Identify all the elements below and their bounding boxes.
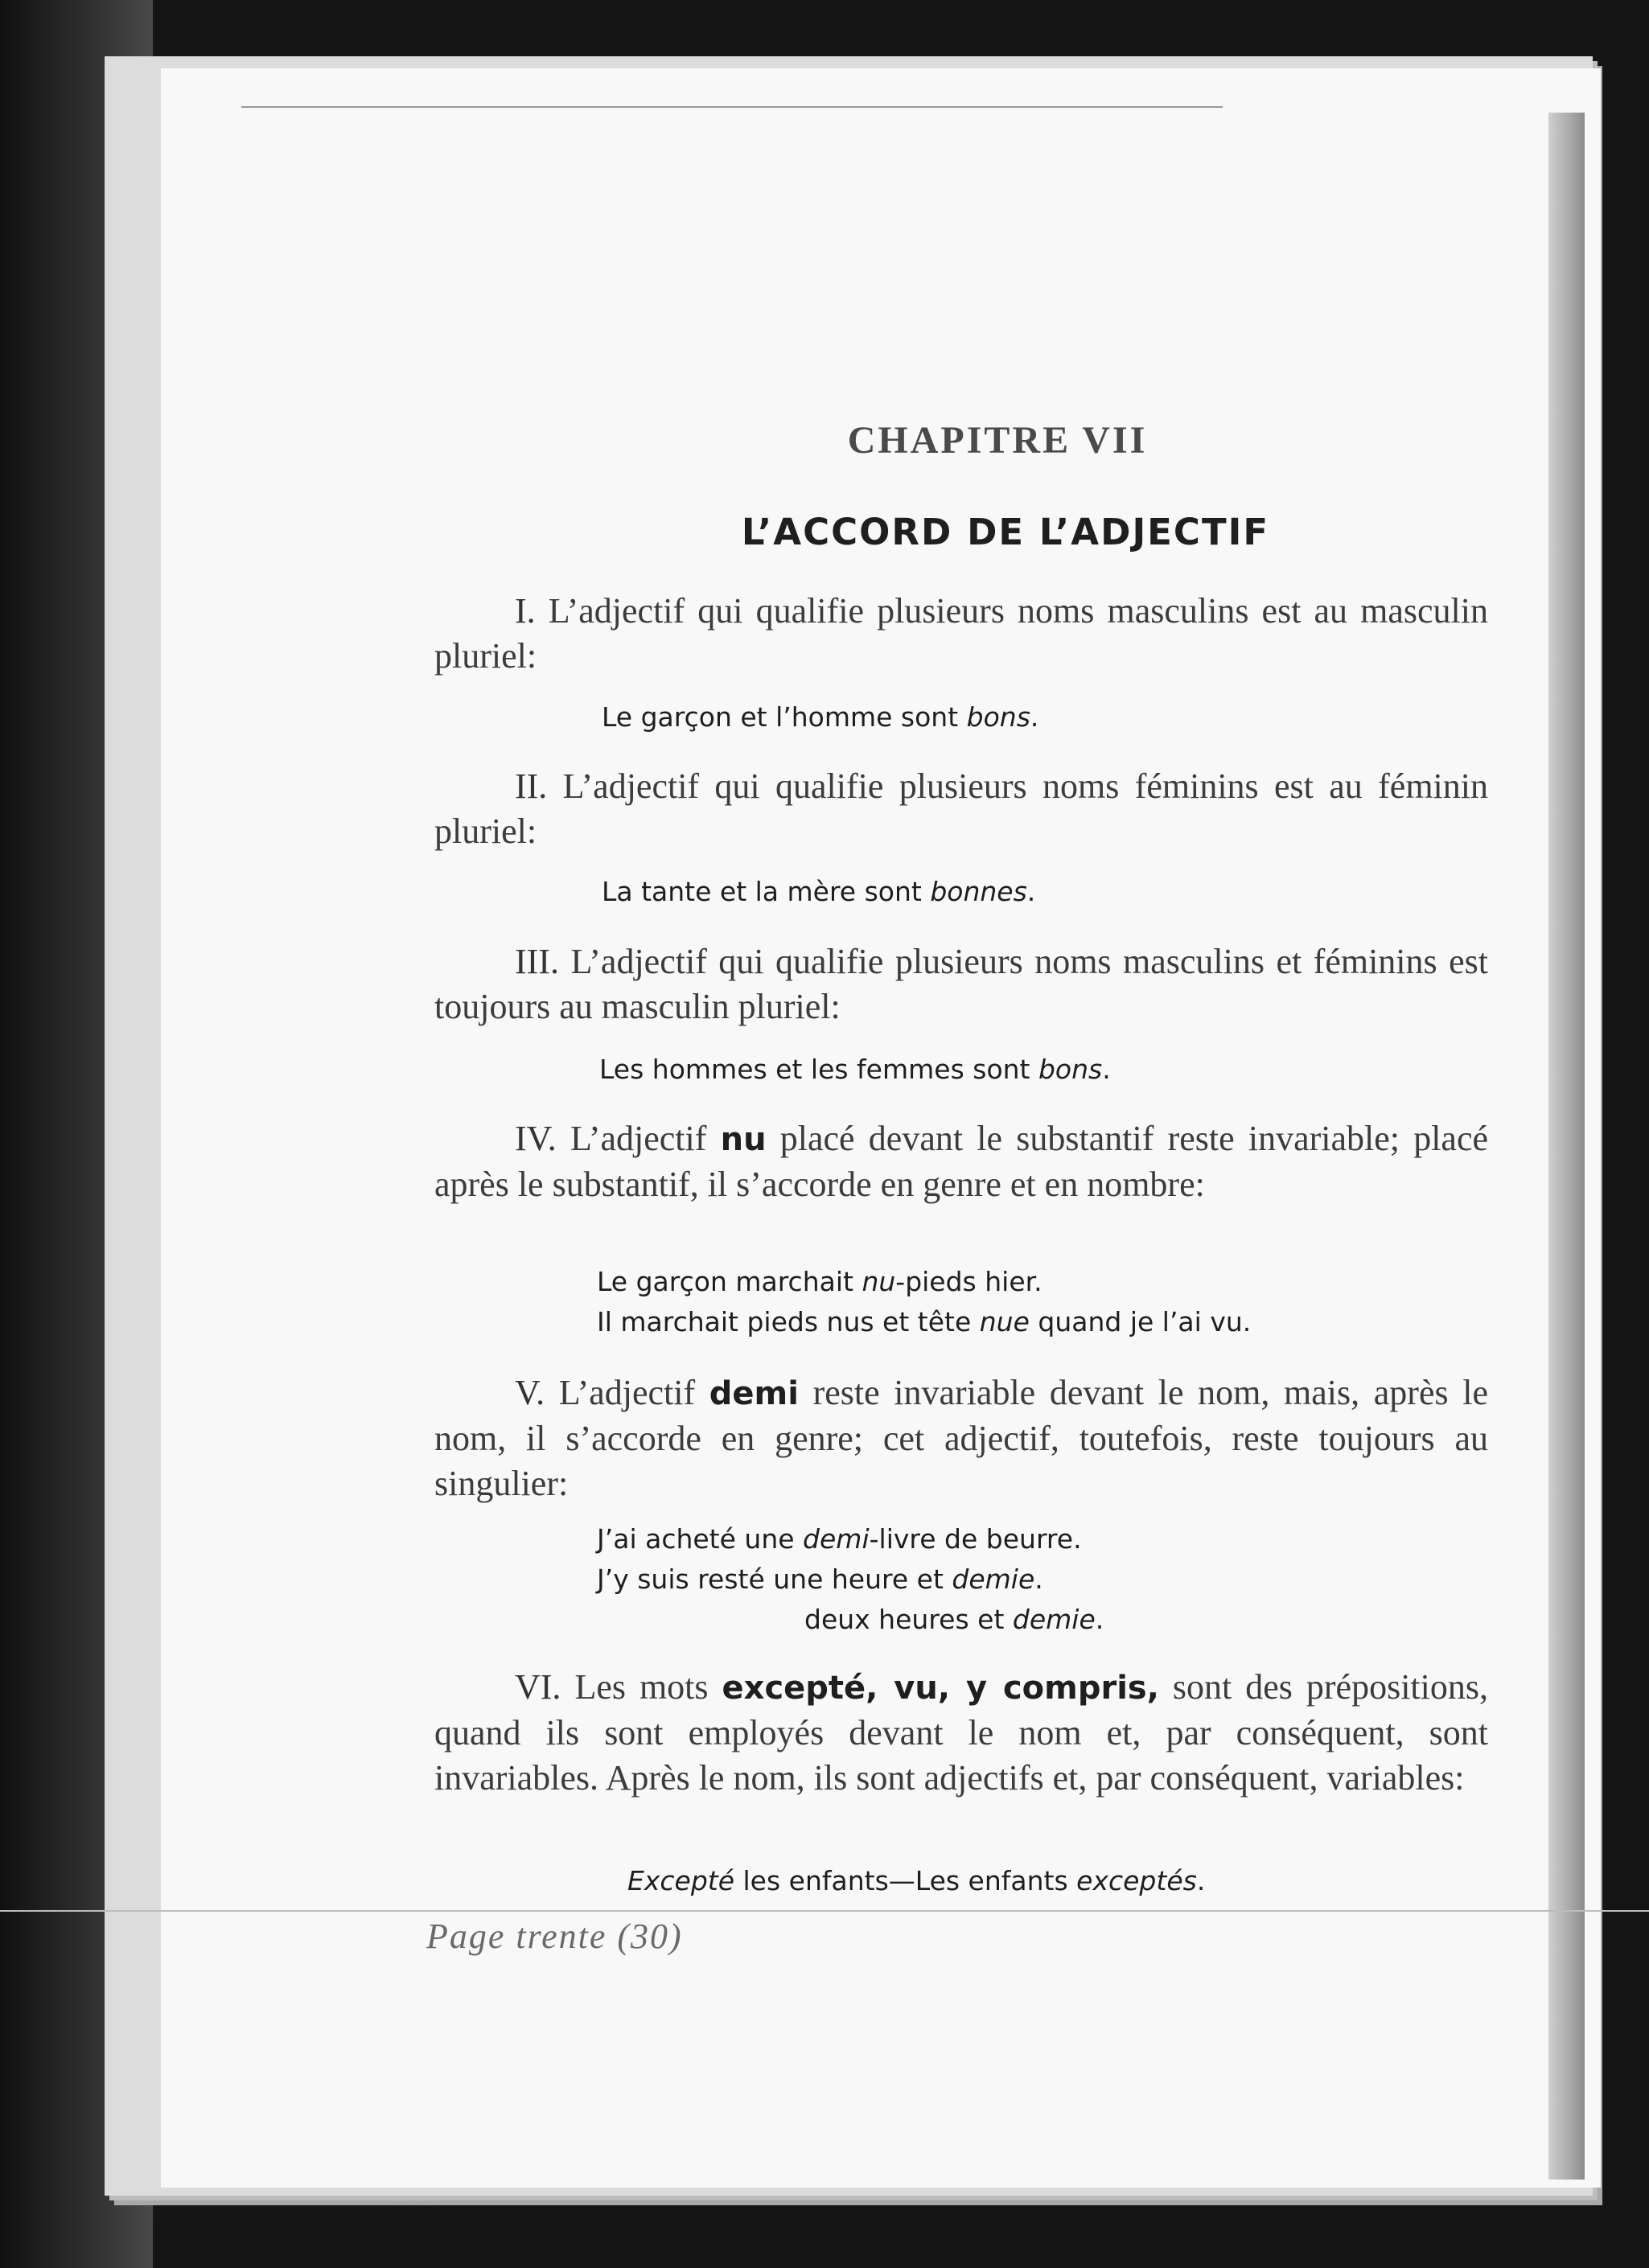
rule-keyword: excepté, vu, y compris,: [722, 1670, 1159, 1707]
example-2-1: La tante et la mère sont bonnes.: [602, 876, 1036, 907]
chapter-title: CHAPITRE VII: [847, 419, 1148, 462]
rule-numeral: I.: [515, 591, 536, 631]
example-4-2: Il marchait pieds nus et tête nue quand je l’ai vu.: [597, 1306, 1252, 1337]
rule-numeral: III.: [515, 942, 559, 981]
scan-hairline: [0, 1910, 1649, 1912]
example-5-1: J’ai acheté une demi-livre de beurre.: [597, 1523, 1082, 1555]
rule-numeral: IV.: [515, 1119, 557, 1158]
example-5-3: deux heures et demie.: [804, 1604, 1104, 1635]
rule-text: Les mots: [574, 1667, 722, 1707]
rule-6: [434, 1665, 1488, 1801]
rule-text: reste invariable devant le nom, mais, après le nom, il s’accorde en genre; cet adjectif, toutefois, reste toujours au singulier:: [434, 1373, 1488, 1503]
rule-text: placé devant le substantif reste invariable; placé après le substantif, il s’accorde en genre et en nombre:: [434, 1119, 1489, 1204]
page-number: Page trente (30): [426, 1917, 683, 1956]
rule-4: [434, 1116, 1488, 1207]
rule-numeral: II.: [515, 766, 548, 806]
rule-text: L’adjectif qui qualifie plusieurs noms masculins est au masculin pluriel:: [434, 591, 1489, 676]
example-5-2: J’y suis resté une heure et demie.: [597, 1563, 1043, 1595]
rule-text: L’adjectif qui qualifie plusieurs noms féminins est au féminin pluriel:: [434, 766, 1488, 851]
example-6-1: Excepté les enfants—Les enfants exceptés.: [627, 1865, 1206, 1896]
rule-keyword: nu: [720, 1121, 767, 1158]
rule-numeral: V.: [515, 1373, 545, 1412]
example-4-1: Le garçon marchait nu-pieds hier.: [597, 1266, 1042, 1297]
rule-1: [434, 589, 1488, 679]
rule-numeral: VI.: [515, 1667, 561, 1707]
rule-5: [434, 1370, 1488, 1506]
example-1-1: Le garçon et l’homme sont bons.: [602, 701, 1039, 733]
top-rule: [241, 106, 1223, 108]
example-3-1: Les hommes et les femmes sont bons.: [599, 1054, 1111, 1085]
rule-2: [434, 764, 1488, 854]
rule-text: sont des prépositions, quand ils sont employés devant le nom et, par conséquent, sont invariables. Après le nom, ils sont adjectifs et, par conséquent, variables:: [434, 1667, 1488, 1798]
rule-text: L’adjectif: [558, 1373, 709, 1412]
rule-keyword: demi: [709, 1375, 799, 1412]
rule-3: [434, 939, 1488, 1029]
rule-text: L’adjectif: [570, 1119, 721, 1158]
rule-text: L’adjectif qui qualifie plusieurs noms masculins et féminins est toujours au masculin pluriel:: [434, 942, 1488, 1026]
section-heading: L’ACCORD DE L’ADJECTIF: [741, 511, 1270, 553]
page-edge: [1548, 113, 1585, 2180]
